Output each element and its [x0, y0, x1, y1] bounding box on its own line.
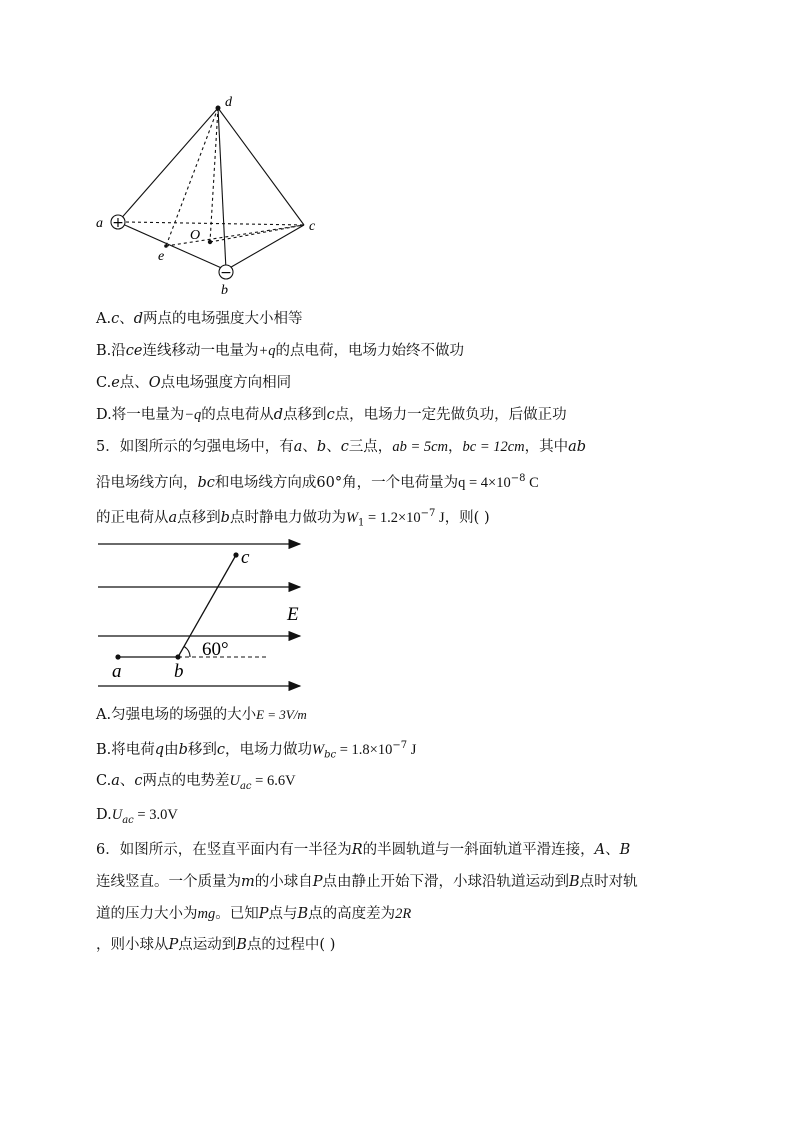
point-e [164, 244, 168, 248]
edge-ac [126, 222, 304, 225]
line-de [166, 108, 218, 246]
label-angle: 60° [202, 639, 229, 660]
point-O [208, 240, 212, 244]
label-b: b [221, 283, 228, 298]
label-c: c [309, 219, 316, 234]
q5-option-a: A.匀强电场的场强的大小E = 3V/m [96, 707, 307, 723]
point-c [233, 552, 238, 557]
label-a: a [112, 661, 122, 682]
edge-da [118, 108, 218, 222]
label-O: O [190, 228, 201, 243]
q6-line-2: 连线竖直。一个质量为m的小球自P点由静止开始下滑，小球沿轨道运动到B点时对轨 [96, 874, 638, 890]
q5-option-b: B.将电荷q由b移到c，电场力做功$W_{bc} = 1.8\times 10^{-7}$ J [96, 740, 417, 761]
label-b: b [174, 661, 184, 682]
q5-line-2: 沿电场线方向，bc和电场线方向成60°角，一个电荷量为$q = 4\times 10^{-8}$ C [96, 473, 539, 491]
minus-sign: − [220, 265, 232, 281]
q5-line-3: 的正电荷从a点移到b点时静电力做功为$W_1 = 1.2\times 10^{-7}$ J，则( ) [96, 508, 490, 529]
edge-db [218, 108, 226, 270]
field-figure [90, 535, 320, 700]
label-e: e [158, 249, 165, 264]
label-d: d [225, 95, 232, 110]
edge-ab [118, 222, 226, 270]
point-a [115, 654, 120, 659]
q4-option-a: A.c、d两点的电场强度大小相等 [96, 311, 303, 327]
pyramid-figure [90, 92, 330, 302]
q4-option-d: D.将一电量为−q的点电荷从d点移到c点，电场力一定先做负功，后做正功 [96, 407, 567, 423]
label-c: c [241, 547, 250, 568]
label-a: a [96, 216, 103, 231]
q5-option-c: C.a、c两点的电势差$U_{ac} = 6.6V$ [96, 773, 296, 792]
plus-sign: + [112, 215, 124, 231]
q4-option-b: B.沿ce连线移动一电量为+q的点电荷，电场力始终不做功 [96, 343, 465, 359]
angle-arc [184, 647, 190, 658]
edge-dc [218, 108, 304, 225]
point-d [216, 106, 221, 111]
q6-line-4: ，则小球从P点运动到B点的过程中( ) [96, 937, 336, 953]
label-E: E [287, 604, 299, 625]
q4-option-c: C.e点、O点电场强度方向相同 [96, 375, 292, 391]
q6-line-3: 道的压力大小为mg。已知P点与B点的高度差为2R [96, 906, 412, 922]
q5-line-1: 5．如图所示的匀强电场中，有a、b、c三点，ab = 5cm，bc = 12cm，其中ab [96, 439, 587, 455]
q5-option-d: $D.U_{ac} = 3.0V$ [96, 807, 178, 826]
q6-line-1: 6．如图所示，在竖直平面内有一半径为R的半圆轨道与一斜面轨道平滑连接，A、B [96, 842, 631, 858]
point-b [175, 654, 180, 659]
line-ec [166, 225, 304, 246]
line-dO [210, 108, 218, 242]
